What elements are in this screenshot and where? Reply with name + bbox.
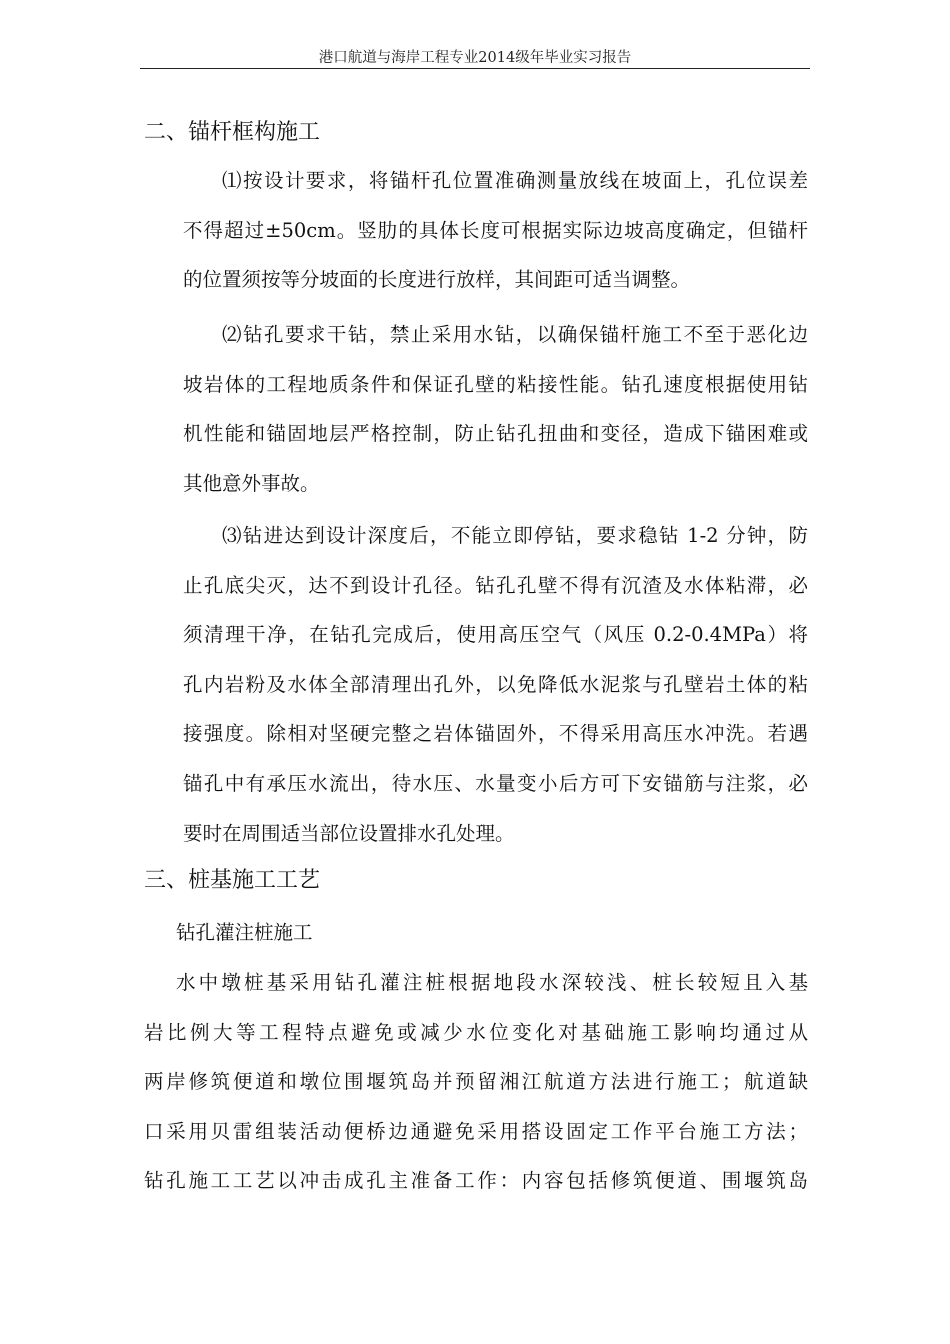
paragraph-3 <box>144 511 808 858</box>
header-rule <box>140 68 810 69</box>
paragraph-4 <box>144 958 808 1206</box>
text-line: 水中墩桩基采用钻孔灌注桩根据地段水深较浅、桩长较短且入基 <box>176 971 808 994</box>
text-line: 接强度。除相对坚硬完整之岩体锚固外，不得采用高压水冲洗。若遇 <box>183 722 808 746</box>
text-line: 两岸修筑便道和墩位围堰筑岛并预留湘江航道方法进行施工；航道缺 <box>144 1070 808 1094</box>
text-line: 的位置须按等分坡面的长度进行放样，其间距可适当调整。 <box>183 268 691 292</box>
text-line: ⑶钻进达到设计深度后，不能立即停钻，要求稳钻 1-2 分钟，防 <box>222 524 808 547</box>
text-line: 要时在周围适当部位设置排水孔处理。 <box>183 821 515 845</box>
text-line: 孔内岩粉及水体全部清理出孔外，以免降低水泥浆与孔壁岩土体的粘 <box>183 672 808 696</box>
text-line: 钻孔施工工艺以冲击成孔主准备工作：内容包括修筑便道、围堰筑岛 <box>144 1169 808 1193</box>
text-line: 岩比例大等工程特点避免或减少水位变化对基础施工影响均通过从 <box>144 1020 808 1044</box>
subheading-bored-pile: 钻孔灌注桩施工 <box>176 921 313 944</box>
paragraph-2 <box>144 310 808 508</box>
text-line: 其他意外事故。 <box>183 471 320 495</box>
running-header: 港口航道与海岸工程专业2014级年毕业实习报告 <box>318 50 632 66</box>
text-line: ⑵钻孔要求干钻，禁止采用水钻，以确保锚杆施工不至于恶化边 <box>222 323 808 346</box>
section-heading-anchor-frame: 二、锚杆框构施工 <box>144 120 321 145</box>
text-line: 不得超过±50cm。竖肋的具体长度可根据实际边坡高度确定，但锚杆 <box>183 218 808 242</box>
text-line: 止孔底尖灭，达不到设计孔径。钻孔孔壁不得有沉渣及水体粘滞，必 <box>183 573 808 597</box>
text-line: 锚孔中有承压水流出，待水压、水量变小后方可下安锚筋与注浆，必 <box>183 771 808 795</box>
text-line: 机性能和锚固地层严格控制，防止钻孔扭曲和变径，造成下锚困难或 <box>183 422 808 446</box>
paragraph-1 <box>144 156 808 305</box>
text-line: ⑴按设计要求，将锚杆孔位置准确测量放线在坡面上，孔位误差 <box>222 169 808 192</box>
text-line: 须清理干净，在钻孔完成后，使用高压空气（风压 0.2-0.4MPa）将 <box>183 623 808 647</box>
section-heading-pile-foundation: 三、桩基施工工艺 <box>144 868 321 893</box>
text-line: 口采用贝雷组装活动便桥边通避免采用搭设固定工作平台施工方法； <box>144 1119 808 1143</box>
text-line: 坡岩体的工程地质条件和保证孔壁的粘接性能。钻孔速度根据使用钻 <box>183 372 808 396</box>
